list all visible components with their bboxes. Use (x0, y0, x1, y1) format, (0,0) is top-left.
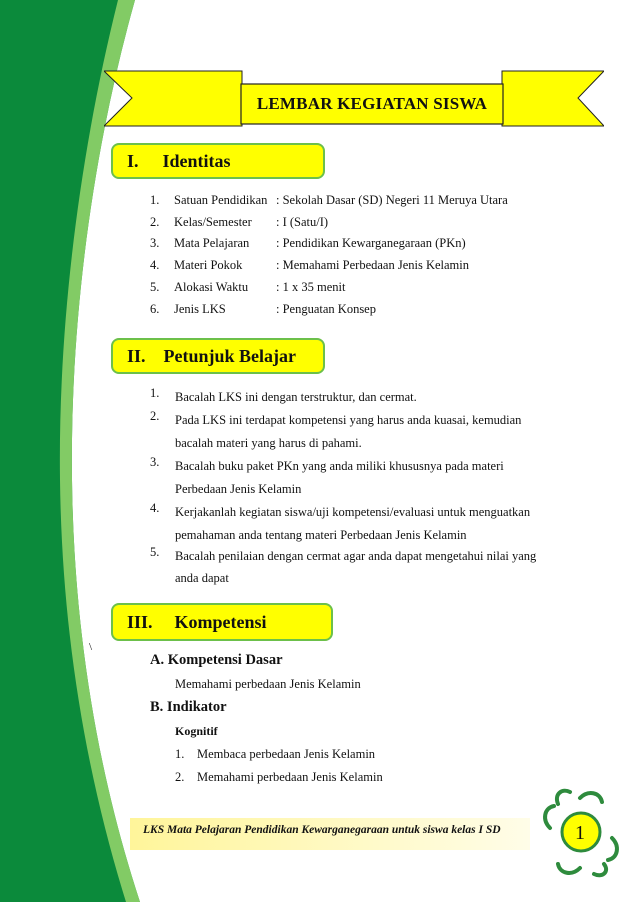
identitas-row (150, 233, 466, 253)
page-number: 1 (575, 821, 585, 844)
item-text: Bacalah buku paket PKn yang anda miliki khususnya pada materi (175, 459, 504, 473)
row-value: : I (Satu/I) (276, 214, 329, 229)
row-value: : 1 x 35 menit (276, 279, 346, 294)
item-text: Kerjakanlah kegiatan siswa/uji kompetensi/evaluasi untuk menguatkan (175, 505, 531, 519)
page-title: LEMBAR KEGIATAN SISWA (256, 94, 488, 113)
item-text: Memahami perbedaan Jenis Kelamin (197, 770, 383, 784)
indikator-heading: B. Indikator (150, 699, 227, 715)
section-title: Kompetensi (174, 611, 267, 632)
row-value: : Penguatan Konsep (276, 301, 376, 316)
item-number: 3. (150, 455, 160, 469)
row-number: 5. (150, 279, 160, 294)
item-text: anda dapat (175, 571, 229, 585)
identitas-row (150, 190, 508, 210)
item-text: Membaca perbedaan Jenis Kelamin (197, 747, 376, 761)
indikator-item (175, 747, 375, 762)
row-value: : Memahami Perbedaan Jenis Kelamin (276, 257, 469, 272)
item-number: 4. (150, 501, 160, 515)
section-number: II. (127, 345, 146, 366)
item-number: 1. (175, 747, 185, 761)
kompetensi-dasar-heading: A. Kompetensi Dasar (150, 652, 283, 668)
item-number: 5. (150, 545, 160, 559)
row-number: 3. (150, 235, 160, 250)
item-text: bacalah materi yang harus di pahami. (175, 436, 362, 450)
kompetensi-dasar-text: Memahami perbedaan Jenis Kelamin (175, 677, 361, 691)
item-text: pemahaman anda tentang materi Perbedaan Jenis Kelamin (175, 528, 467, 542)
row-value: : Sekolah Dasar (SD) Negeri 11 Meruya Utara (276, 192, 508, 207)
row-label: Jenis LKS (174, 301, 226, 316)
row-number: 2. (150, 214, 160, 229)
row-label: Alokasi Waktu (174, 279, 249, 294)
item-text: Perbedaan Jenis Kelamin (175, 482, 302, 496)
section-number: III. (127, 611, 153, 632)
identitas-row (150, 212, 328, 232)
item-text: Bacalah penilaian dengan cermat agar anda dapat mengetahui nilai yang (175, 549, 537, 563)
row-label: Materi Pokok (174, 257, 243, 272)
identitas-row (150, 255, 469, 275)
row-number: 6. (150, 301, 160, 316)
section-title: Identitas (162, 150, 231, 171)
row-label: Kelas/Semester (174, 214, 252, 229)
item-text: Pada LKS ini terdapat kompetensi yang harus anda kuasai, kemudian (175, 413, 522, 427)
kognitif-label: Kognitif (175, 724, 218, 738)
item-number: 1. (150, 386, 160, 400)
section-identitas-header (111, 143, 325, 179)
row-number: 4. (150, 257, 160, 272)
footer-caption: LKS Mata Pelajaran Pendidikan Kewarganegaraan untuk siswa kelas I SD (143, 824, 501, 836)
row-label: Mata Pelajaran (174, 235, 250, 250)
row-value: : Pendidikan Kewarganegaraan (PKn) (276, 235, 466, 250)
row-label: Satuan Pendidikan (174, 192, 268, 207)
section-kompetensi-header (111, 603, 333, 641)
identitas-row (150, 277, 345, 297)
row-number: 1. (150, 192, 160, 207)
stray-mark: \ (89, 641, 93, 653)
section-number: I. (127, 150, 139, 171)
item-number: 2. (175, 770, 185, 784)
section-title: Petunjuk Belajar (163, 345, 297, 366)
section-petunjuk-header (111, 338, 325, 374)
item-text: Bacalah LKS ini dengan terstruktur, dan cermat. (175, 390, 417, 404)
indikator-item (175, 770, 383, 785)
item-number: 2. (150, 409, 160, 423)
identitas-row (150, 299, 376, 319)
